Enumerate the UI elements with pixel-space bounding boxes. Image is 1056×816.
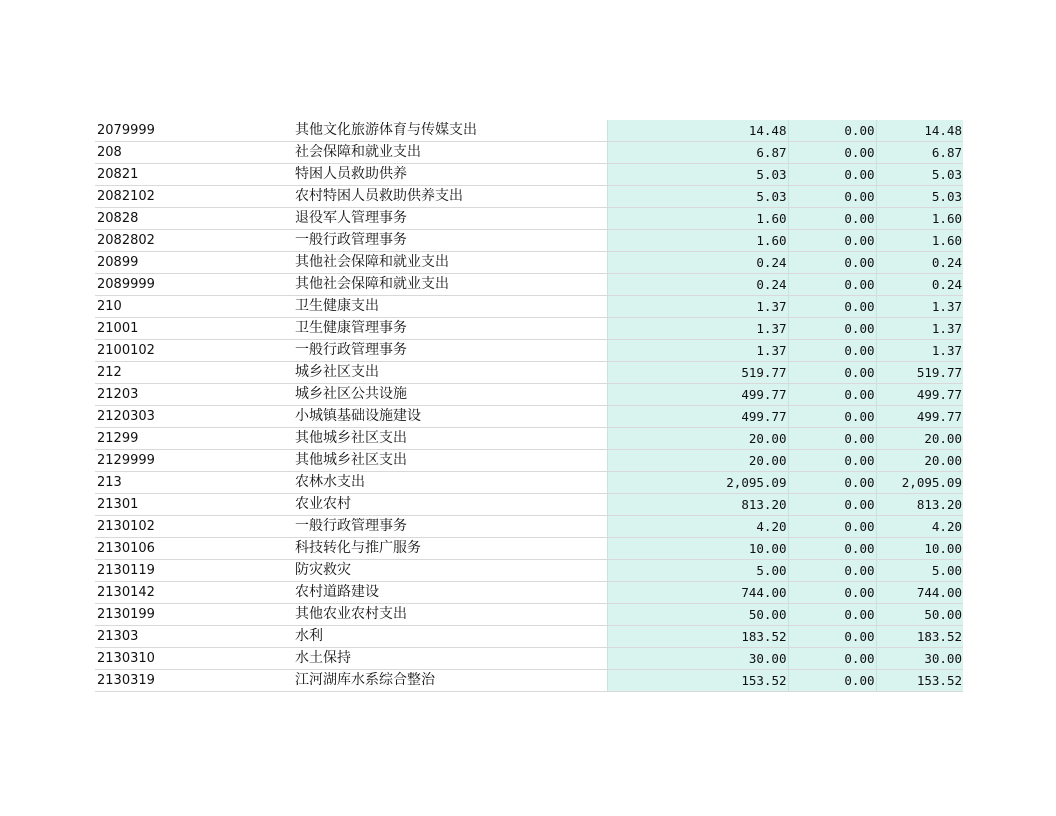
cell-value-1[interactable]: 1.37 [607,296,788,318]
cell-value-1[interactable]: 183.52 [607,626,788,648]
table-row [95,318,963,340]
cell-value-2[interactable]: 0.00 [788,626,876,648]
cell-value-3[interactable]: 519.77 [876,362,963,384]
cell-value-3[interactable]: 30.00 [876,648,963,670]
cell-name[interactable]: 退役军人管理事务 [294,208,607,230]
cell-name[interactable]: 卫生健康管理事务 [294,318,607,340]
cell-value-3[interactable]: 20.00 [876,428,963,450]
cell-value-1[interactable]: 50.00 [607,604,788,626]
cell-name[interactable]: 其他文化旅游体育与传媒支出 [294,120,607,142]
cell-code[interactable]: 2130310 [95,648,294,670]
cell-value-3[interactable]: 183.52 [876,626,963,648]
cell-code[interactable]: 21301 [95,494,294,516]
cell-code[interactable]: 2129999 [95,450,294,472]
cell-value-1[interactable]: 14.48 [607,120,788,142]
cell-value-3[interactable]: 0.24 [876,274,963,296]
cell-value-2[interactable]: 0.00 [788,142,876,164]
budget-sheet [95,120,963,692]
cell-code[interactable]: 21299 [95,428,294,450]
cell-name[interactable]: 江河湖库水系综合整治 [294,670,607,692]
cell-value-1[interactable]: 1.60 [607,230,788,252]
cell-name[interactable]: 防灾救灾 [294,560,607,582]
cell-name[interactable]: 特困人员救助供养 [294,164,607,186]
cell-value-1[interactable]: 499.77 [607,406,788,428]
cell-value-1[interactable]: 10.00 [607,538,788,560]
cell-value-3[interactable]: 5.00 [876,560,963,582]
cell-code[interactable]: 2130102 [95,516,294,538]
cell-code[interactable]: 2082802 [95,230,294,252]
cell-value-3[interactable]: 1.60 [876,208,963,230]
table-row [95,538,963,560]
cell-value-3[interactable]: 0.24 [876,252,963,274]
cell-value-3[interactable]: 5.03 [876,186,963,208]
cell-name[interactable]: 农林水支出 [294,472,607,494]
cell-value-2[interactable]: 0.00 [788,670,876,692]
cell-value-1[interactable]: 6.87 [607,142,788,164]
cell-value-2[interactable]: 0.00 [788,560,876,582]
cell-code[interactable]: 2130319 [95,670,294,692]
table-row [95,670,963,692]
table-row [95,472,963,494]
cell-code[interactable]: 21203 [95,384,294,406]
cell-code[interactable]: 21001 [95,318,294,340]
cell-value-2[interactable]: 0.00 [788,428,876,450]
cell-name[interactable]: 一般行政管理事务 [294,230,607,252]
cell-value-3[interactable]: 50.00 [876,604,963,626]
cell-code[interactable]: 21303 [95,626,294,648]
table-row [95,560,963,582]
cell-value-3[interactable]: 499.77 [876,406,963,428]
table-body [95,120,963,692]
cell-value-2[interactable]: 0.00 [788,494,876,516]
cell-value-1[interactable]: 813.20 [607,494,788,516]
cell-name[interactable]: 科技转化与推广服务 [294,538,607,560]
cell-value-3[interactable]: 5.03 [876,164,963,186]
cell-value-1[interactable]: 5.03 [607,164,788,186]
cell-code[interactable]: 2130199 [95,604,294,626]
table-row [95,450,963,472]
cell-value-3[interactable]: 1.37 [876,318,963,340]
cell-value-1[interactable]: 20.00 [607,450,788,472]
cell-code[interactable]: 2130119 [95,560,294,582]
cell-name[interactable]: 社会保障和就业支出 [294,142,607,164]
cell-code[interactable]: 2100102 [95,340,294,362]
cell-value-2[interactable]: 0.00 [788,296,876,318]
table-row [95,120,963,142]
cell-code[interactable]: 2079999 [95,120,294,142]
cell-value-3[interactable]: 2,095.09 [876,472,963,494]
cell-code[interactable]: 208 [95,142,294,164]
table-row [95,208,963,230]
cell-value-2[interactable]: 0.00 [788,186,876,208]
cell-code[interactable]: 20821 [95,164,294,186]
cell-value-1[interactable]: 499.77 [607,384,788,406]
cell-value-2[interactable]: 0.00 [788,604,876,626]
cell-value-2[interactable]: 0.00 [788,274,876,296]
cell-name[interactable]: 农村特困人员救助供养支出 [294,186,607,208]
cell-name[interactable]: 水利 [294,626,607,648]
cell-value-2[interactable]: 0.00 [788,406,876,428]
cell-code[interactable]: 2130106 [95,538,294,560]
cell-name[interactable]: 城乡社区公共设施 [294,384,607,406]
cell-code[interactable]: 210 [95,296,294,318]
cell-value-3[interactable]: 153.52 [876,670,963,692]
table-row [95,604,963,626]
table-row [95,648,963,670]
cell-value-3[interactable]: 14.48 [876,120,963,142]
cell-value-1[interactable]: 20.00 [607,428,788,450]
cell-value-2[interactable]: 0.00 [788,362,876,384]
table-row [95,516,963,538]
cell-value-1[interactable]: 1.37 [607,318,788,340]
cell-value-3[interactable]: 1.60 [876,230,963,252]
table-row [95,252,963,274]
cell-value-3[interactable]: 499.77 [876,384,963,406]
cell-value-1[interactable]: 744.00 [607,582,788,604]
table-row [95,406,963,428]
cell-code[interactable]: 20828 [95,208,294,230]
cell-name[interactable]: 城乡社区支出 [294,362,607,384]
cell-code[interactable]: 213 [95,472,294,494]
table-row [95,582,963,604]
cell-value-2[interactable]: 0.00 [788,164,876,186]
cell-value-3[interactable]: 4.20 [876,516,963,538]
cell-name[interactable]: 其他城乡社区支出 [294,450,607,472]
cell-name[interactable]: 一般行政管理事务 [294,516,607,538]
cell-code[interactable]: 2120303 [95,406,294,428]
table-row [95,186,963,208]
cell-value-1[interactable]: 5.00 [607,560,788,582]
cell-value-1[interactable]: 519.77 [607,362,788,384]
cell-code[interactable]: 2082102 [95,186,294,208]
cell-value-2[interactable]: 0.00 [788,648,876,670]
table-row [95,428,963,450]
cell-code[interactable]: 2130142 [95,582,294,604]
cell-value-1[interactable]: 0.24 [607,274,788,296]
cell-value-2[interactable]: 0.00 [788,472,876,494]
cell-value-1[interactable]: 153.52 [607,670,788,692]
cell-name[interactable]: 其他社会保障和就业支出 [294,252,607,274]
budget-table [95,120,963,692]
table-row [95,626,963,648]
cell-value-3[interactable]: 1.37 [876,340,963,362]
cell-value-1[interactable]: 0.24 [607,252,788,274]
cell-name[interactable]: 卫生健康支出 [294,296,607,318]
table-row [95,362,963,384]
cell-value-1[interactable]: 30.00 [607,648,788,670]
cell-value-2[interactable]: 0.00 [788,582,876,604]
cell-value-1[interactable]: 2,095.09 [607,472,788,494]
cell-code[interactable]: 212 [95,362,294,384]
table-row [95,164,963,186]
cell-value-2[interactable]: 0.00 [788,120,876,142]
cell-value-2[interactable]: 0.00 [788,516,876,538]
cell-value-2[interactable]: 0.00 [788,208,876,230]
cell-name[interactable]: 其他城乡社区支出 [294,428,607,450]
cell-value-1[interactable]: 1.37 [607,340,788,362]
cell-value-3[interactable]: 813.20 [876,494,963,516]
cell-value-2[interactable]: 0.00 [788,318,876,340]
cell-name[interactable]: 农村道路建设 [294,582,607,604]
table-row [95,296,963,318]
cell-code[interactable]: 20899 [95,252,294,274]
cell-name[interactable]: 其他农业农村支出 [294,604,607,626]
cell-value-2[interactable]: 0.00 [788,230,876,252]
cell-value-2[interactable]: 0.00 [788,340,876,362]
cell-name[interactable]: 小城镇基础设施建设 [294,406,607,428]
cell-value-2[interactable]: 0.00 [788,450,876,472]
table-row [95,384,963,406]
cell-value-3[interactable]: 1.37 [876,296,963,318]
cell-name[interactable]: 其他社会保障和就业支出 [294,274,607,296]
cell-name[interactable]: 水土保持 [294,648,607,670]
cell-value-3[interactable]: 6.87 [876,142,963,164]
cell-value-2[interactable]: 0.00 [788,384,876,406]
table-row [95,340,963,362]
table-row [95,230,963,252]
table-row [95,274,963,296]
cell-value-1[interactable]: 5.03 [607,186,788,208]
cell-value-1[interactable]: 1.60 [607,208,788,230]
table-row [95,494,963,516]
cell-value-1[interactable]: 4.20 [607,516,788,538]
table-row [95,142,963,164]
cell-value-3[interactable]: 10.00 [876,538,963,560]
cell-code[interactable]: 2089999 [95,274,294,296]
cell-value-3[interactable]: 20.00 [876,450,963,472]
cell-name[interactable]: 农业农村 [294,494,607,516]
cell-value-2[interactable]: 0.00 [788,252,876,274]
cell-name[interactable]: 一般行政管理事务 [294,340,607,362]
cell-value-2[interactable]: 0.00 [788,538,876,560]
cell-value-3[interactable]: 744.00 [876,582,963,604]
